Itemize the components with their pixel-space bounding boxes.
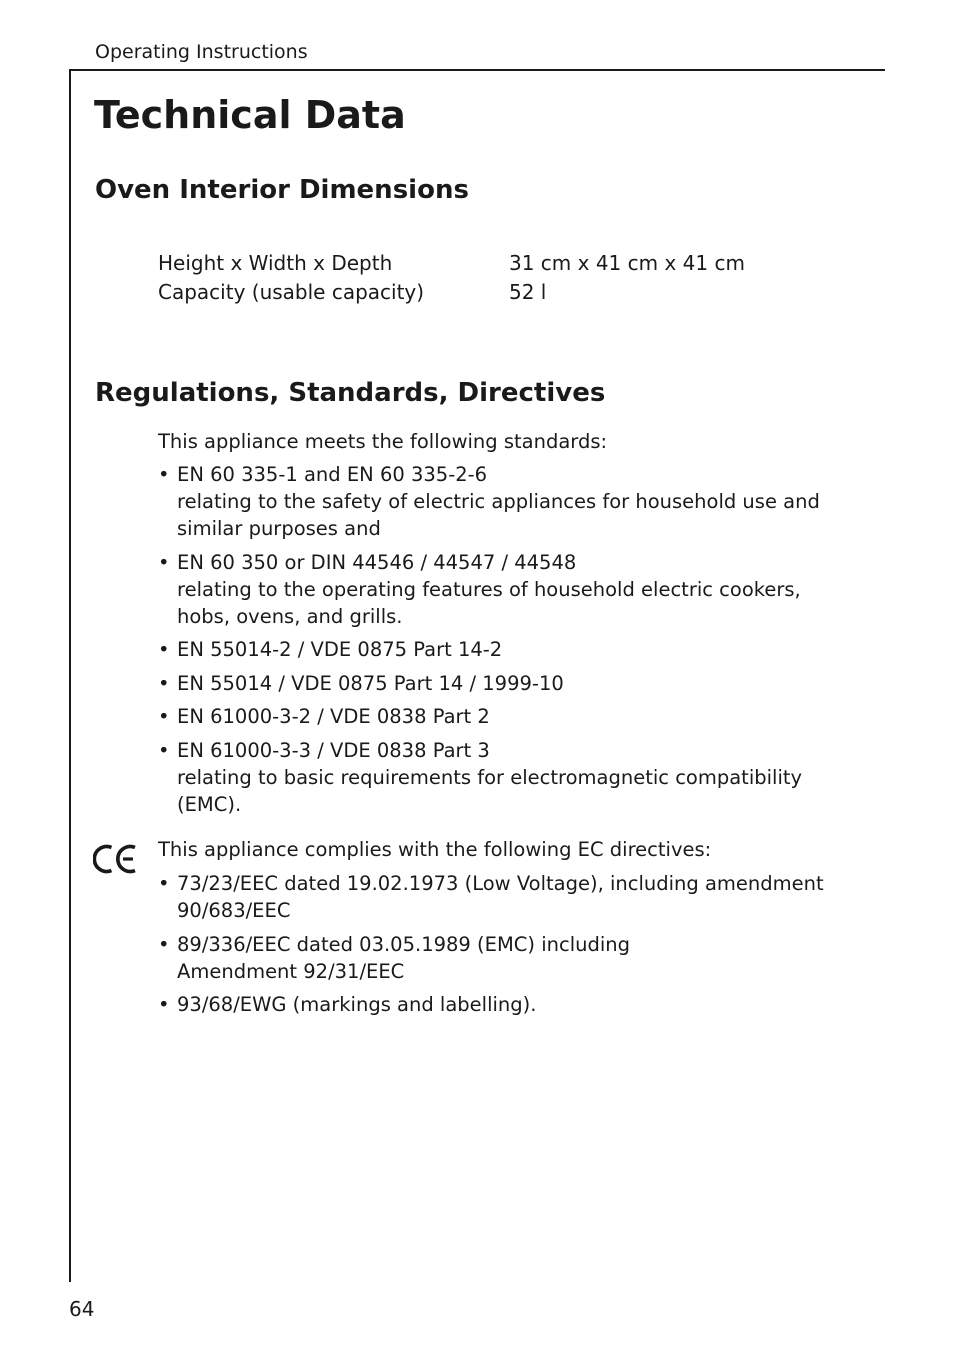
bullet-icon: • <box>158 738 170 762</box>
standard-description: (EMC). <box>177 792 242 816</box>
bullet-icon: • <box>158 671 170 695</box>
ce-mark-icon <box>93 840 141 878</box>
directives-list-item <box>158 991 858 1018</box>
standard-code: EN 60 350 or DIN 44546 / 44547 / 44548 <box>177 550 577 574</box>
margin-rule <box>69 69 71 1282</box>
page-number: 64 <box>69 1297 95 1321</box>
bullet-icon: • <box>158 872 170 895</box>
standards-list-item <box>158 549 858 630</box>
regulations-heading: Regulations, Standards, Directives <box>95 378 606 408</box>
standard-code: EN 61000-3-3 / VDE 0838 Part 3 <box>177 738 490 762</box>
standard-code: EN 61000-3-2 / VDE 0838 Part 2 <box>177 705 490 728</box>
dimensions-table <box>158 249 745 307</box>
standard-code: EN 60 335-1 and EN 60 335-2-6 <box>177 463 488 486</box>
directives-list-item <box>158 931 858 985</box>
directive-text: 93/68/EWG (markings and labelling). <box>177 993 537 1016</box>
standards-list-item <box>158 670 858 697</box>
standard-description: hobs, ovens, and grills. <box>177 604 403 628</box>
dimensions-label: Height x Width x Depth <box>158 251 393 275</box>
standards-intro: This appliance meets the following standards: <box>158 430 608 453</box>
bullet-icon: • <box>158 993 170 1016</box>
standard-description: relating to the safety of electric appliances for household use and <box>177 490 820 513</box>
standards-list <box>158 461 858 824</box>
standards-list-item <box>158 636 858 663</box>
directives-list <box>158 870 858 1025</box>
capacity-row <box>158 278 745 307</box>
directives-intro: This appliance complies with the following EC directives: <box>158 838 712 861</box>
capacity-value: 52 l <box>509 280 547 304</box>
bullet-icon: • <box>158 463 170 486</box>
bullet-icon: • <box>158 638 170 661</box>
directive-text: 73/23/EEC dated 19.02.1973 (Low Voltage), including amendment <box>177 872 824 895</box>
bullet-icon: • <box>158 705 170 728</box>
directive-text: Amendment 92/31/EEC <box>177 959 405 983</box>
bullet-icon: • <box>158 550 170 574</box>
running-header: Operating Instructions <box>95 41 308 63</box>
standard-code: EN 55014-2 / VDE 0875 Part 14-2 <box>177 638 503 661</box>
standard-description: similar purposes and <box>177 517 381 540</box>
dimensions-row <box>158 249 745 278</box>
capacity-label: Capacity (usable capacity) <box>158 280 425 304</box>
oven-dimensions-heading: Oven Interior Dimensions <box>95 175 469 205</box>
dimensions-value: 31 cm x 41 cm x 41 cm <box>509 251 745 275</box>
header-rule <box>69 69 885 71</box>
directives-list-item <box>158 870 858 924</box>
standard-description: relating to basic requirements for electromagnetic compatibility <box>177 765 803 789</box>
standards-list-item <box>158 703 858 730</box>
page-title: Technical Data <box>94 93 406 137</box>
standards-list-item <box>158 737 858 818</box>
directive-text: 89/336/EEC dated 03.05.1989 (EMC) including <box>177 932 631 956</box>
standards-list-item <box>158 461 858 542</box>
directive-text: 90/683/EEC <box>177 899 291 922</box>
standard-description: relating to the operating features of household electric cookers, <box>177 577 801 601</box>
standard-code: EN 55014 / VDE 0875 Part 14 / 1999-10 <box>177 671 564 695</box>
bullet-icon: • <box>158 932 170 956</box>
